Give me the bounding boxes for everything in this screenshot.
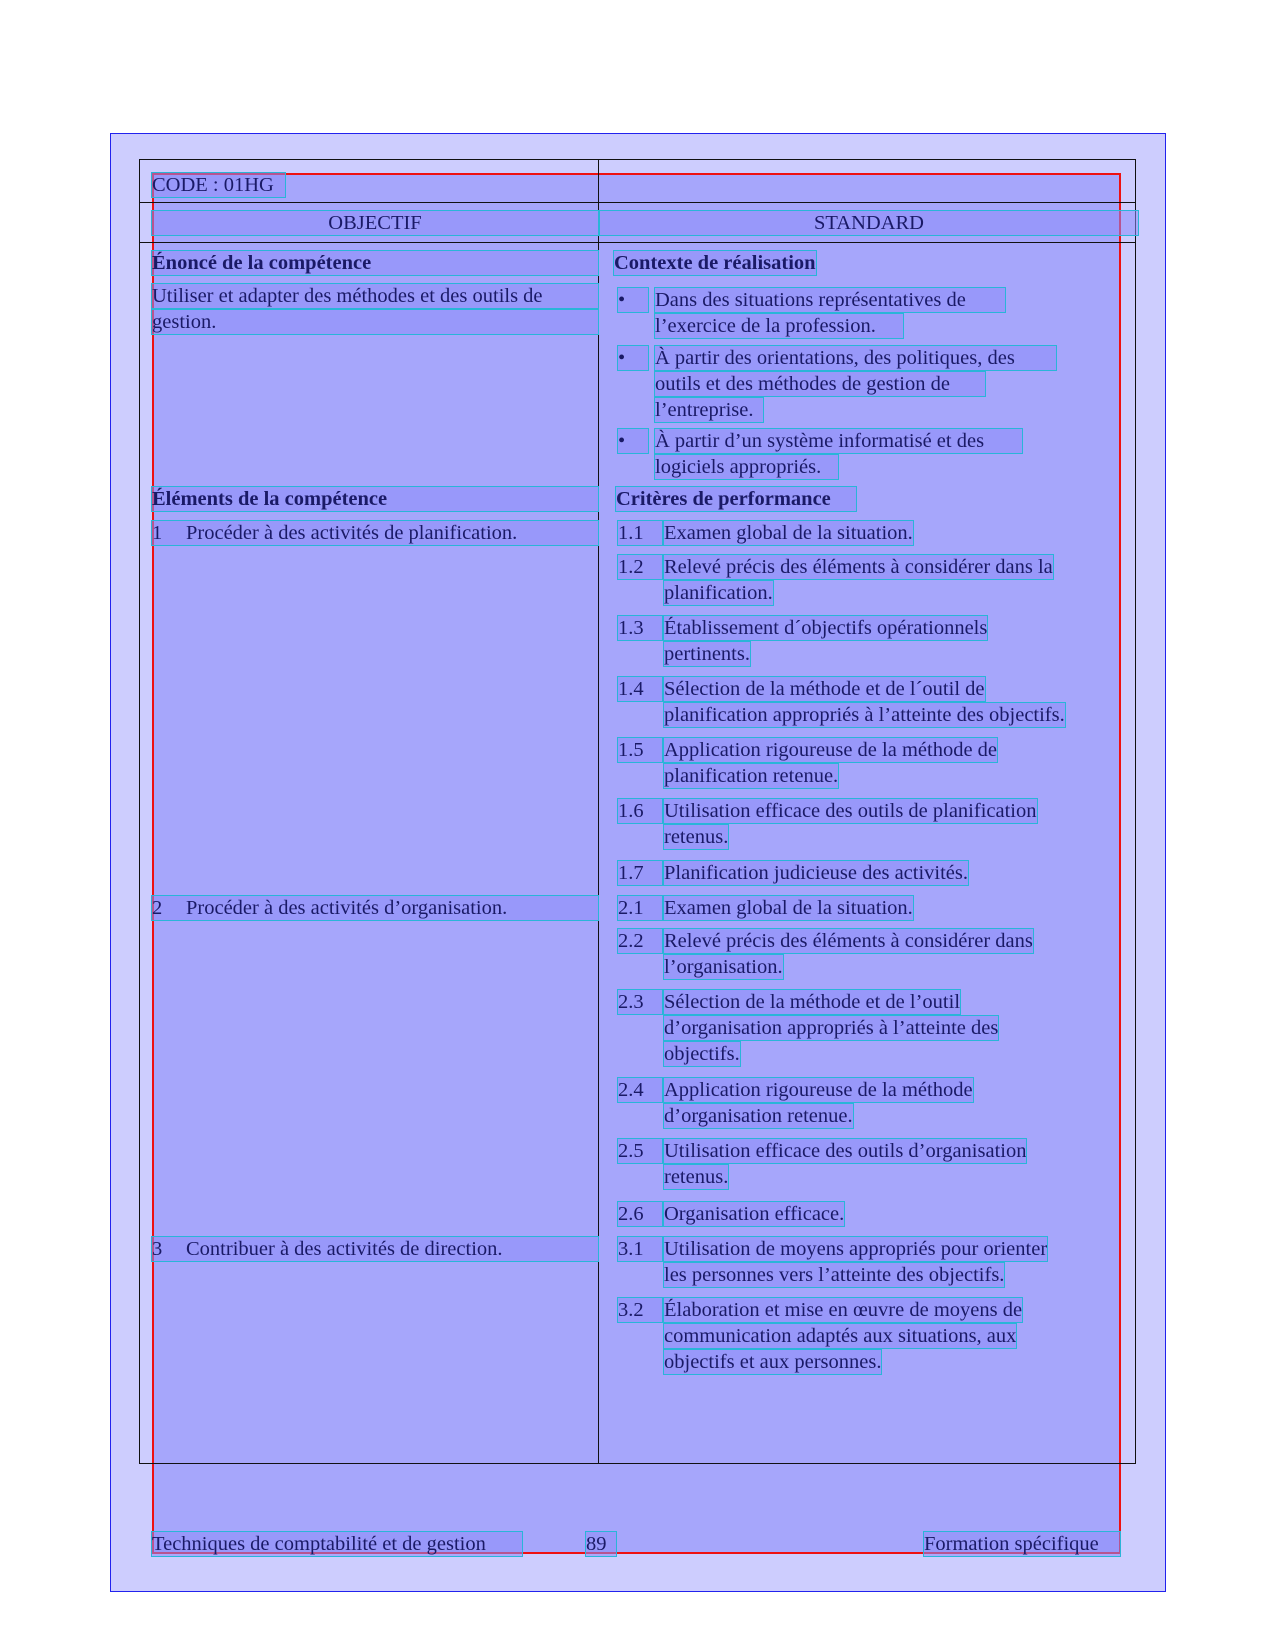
critere-3-2-line-3: objectifs et aux personnes. <box>664 1351 882 1373</box>
element-3 <box>152 1237 598 1261</box>
standard-header: STANDARD <box>600 211 1138 235</box>
critere-number: 2.1 <box>618 896 662 920</box>
critere-number: 1.3 <box>618 616 662 640</box>
critere-2-5-line-2: retenus. <box>664 1166 729 1188</box>
critere-2-1-line-1: Examen global de la situation. <box>664 897 913 919</box>
footer-program: Techniques de comptabilité et de gestion <box>152 1532 522 1556</box>
code-label: CODE : 01HG <box>152 173 285 197</box>
critere-2-2-line-2: l’organisation. <box>664 956 783 978</box>
element-text: Contribuer à des activités de direction. <box>186 1238 503 1260</box>
contexte-item-3-line-1: À partir d’un système informatisé et des <box>655 429 1022 453</box>
critere-2-3-line-3: objectifs. <box>664 1043 740 1065</box>
critere-number: 1.1 <box>618 521 662 545</box>
critere-1-4-line-2: planification appropriés à l’atteinte des objectifs. <box>664 704 1065 726</box>
critere-number: 1.4 <box>618 677 662 701</box>
critere-number: 1.6 <box>618 799 662 823</box>
contexte-item-2-line-2: outils et des méthodes de gestion de <box>655 372 985 396</box>
critere-number: 2.6 <box>618 1202 662 1226</box>
critere-number: 1.2 <box>618 555 662 579</box>
critere-number: 1.7 <box>618 861 662 885</box>
critere-1-4-line-1: Sélection de la méthode et de l´outil de <box>664 678 985 700</box>
contexte-item-3-line-2: logiciels appropriés. <box>655 455 838 479</box>
footer-page-number: 89 <box>586 1532 616 1556</box>
criteres-heading: Critères de performance <box>616 487 856 511</box>
critere-1-1-line-1: Examen global de la situation. <box>664 522 913 544</box>
enonce-line-1: Utiliser et adapter des méthodes et des outils de <box>152 284 598 308</box>
enonce-line-2: gestion. <box>152 310 598 334</box>
enonce-heading: Énoncé de la compétence <box>152 251 598 275</box>
critere-3-1-line-1: Utilisation de moyens appropriés pour orienter <box>664 1238 1048 1260</box>
critere-2-6-line-1: Organisation efficace. <box>664 1203 845 1225</box>
critere-number: 2.5 <box>618 1139 662 1163</box>
critere-1-5-line-2: planification retenue. <box>664 765 839 787</box>
critere-1-7-line-1: Planification judicieuse des activités. <box>664 862 968 884</box>
footer-section: Formation spécifique <box>924 1532 1120 1556</box>
critere-2-3-line-2: d’organisation appropriés à l’atteinte des <box>664 1017 999 1039</box>
element-1 <box>152 521 598 545</box>
objectif-header: OBJECTIF <box>152 211 598 235</box>
contexte-item-2-line-1: À partir des orientations, des politiques, des <box>655 346 1056 370</box>
critere-2-4-line-1: Application rigoureuse de la méthode <box>664 1079 973 1101</box>
critere-number: 3.1 <box>618 1237 662 1261</box>
critere-1-2-line-2: planification. <box>664 582 773 604</box>
critere-2-4-line-2: d’organisation retenue. <box>664 1105 853 1127</box>
elements-heading: Éléments de la compétence <box>152 487 598 511</box>
contexte-heading: Contexte de réalisation <box>614 252 816 274</box>
critere-1-6-line-2: retenus. <box>664 826 729 848</box>
contexte-item-1-line-2: l’exercice de la profession. <box>655 314 903 338</box>
critere-number: 2.3 <box>618 990 662 1014</box>
header-divider <box>139 202 1136 203</box>
contexte-bullet: • <box>618 346 648 370</box>
critere-1-2-line-1: Relevé précis des éléments à considérer dans la <box>664 556 1053 578</box>
critere-number: 2.2 <box>618 929 662 953</box>
critere-1-5-line-1: Application rigoureuse de la méthode de <box>664 739 998 761</box>
element-number: 1 <box>152 522 163 544</box>
critere-3-1-line-2: les personnes vers l’atteinte des objectifs. <box>664 1264 1005 1286</box>
critere-2-3-line-1: Sélection de la méthode et de l’outil <box>664 991 961 1013</box>
critere-number: 2.4 <box>618 1078 662 1102</box>
contexte-item-1-line-1: Dans des situations représentatives de <box>655 288 1005 312</box>
column-header-divider <box>139 242 1136 243</box>
contexte-bullet: • <box>618 288 648 312</box>
critere-number: 1.5 <box>618 738 662 762</box>
contexte-bullet: • <box>618 429 648 453</box>
element-text: Procéder à des activités de planification. <box>186 522 518 544</box>
contexte-item-2-line-3: l’entreprise. <box>655 398 763 422</box>
critere-2-5-line-1: Utilisation efficace des outils d’organisation <box>664 1140 1027 1162</box>
critere-1-3-line-1: Établissement d´objectifs opérationnels <box>664 617 988 639</box>
element-text: Procéder à des activités d’organisation. <box>186 897 508 919</box>
element-number: 3 <box>152 1238 163 1260</box>
element-2 <box>152 896 598 920</box>
critere-3-2-line-1: Élaboration et mise en œuvre de moyens de <box>664 1299 1023 1321</box>
column-divider <box>598 159 599 1463</box>
element-number: 2 <box>152 897 163 919</box>
critere-2-2-line-1: Relevé précis des éléments à considérer dans <box>664 930 1033 952</box>
critere-1-3-line-2: pertinents. <box>664 643 750 665</box>
critere-number: 3.2 <box>618 1298 662 1322</box>
critere-1-6-line-1: Utilisation efficace des outils de planification <box>664 800 1037 822</box>
critere-3-2-line-2: communication adaptés aux situations, aux <box>664 1325 1017 1347</box>
